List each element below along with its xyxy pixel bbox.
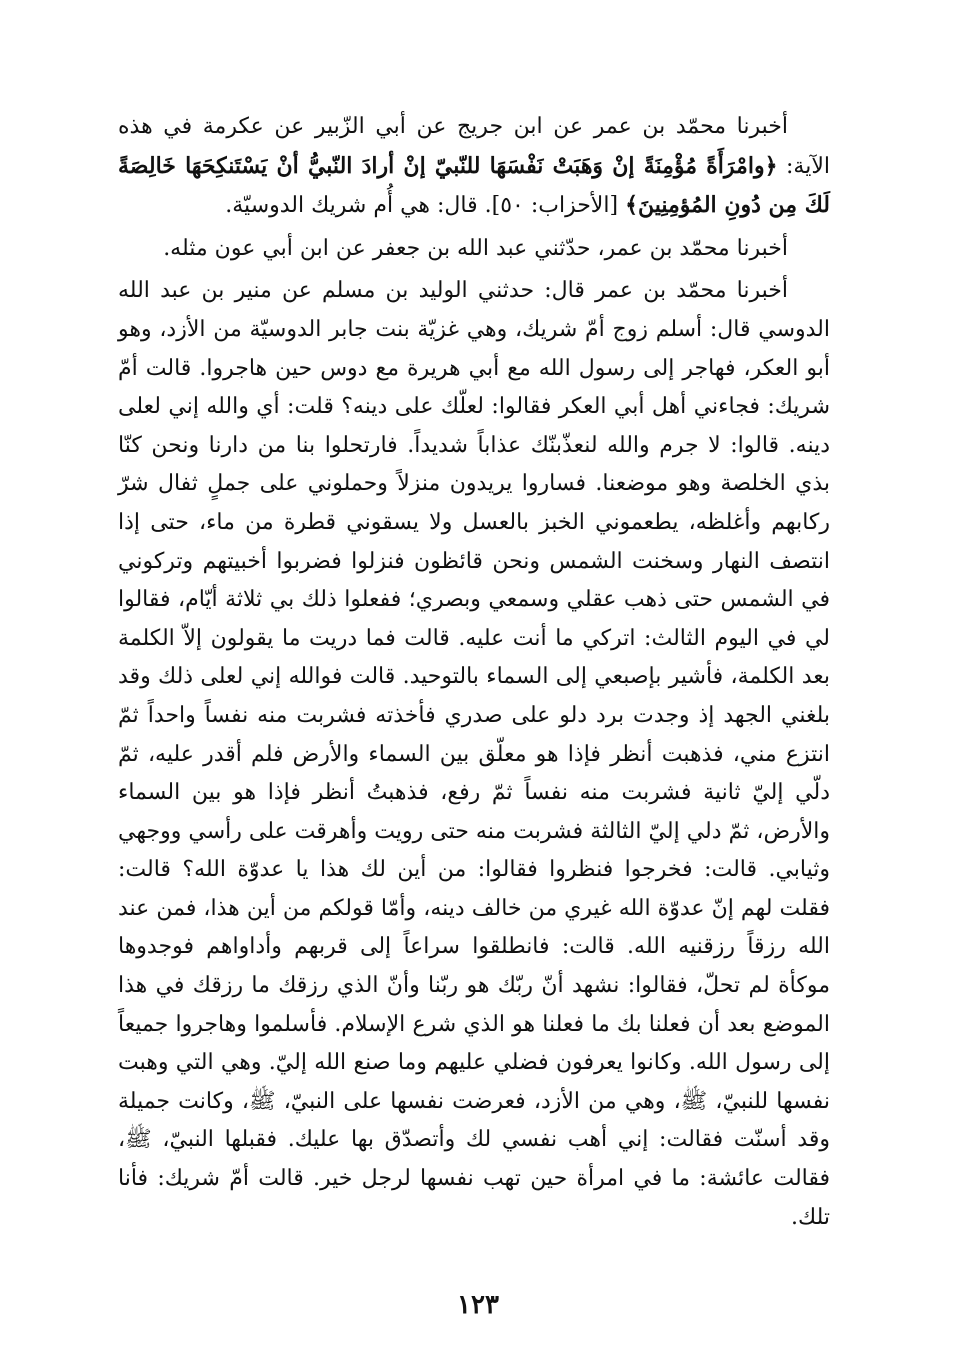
- verse-citation: [الأحزاب: ٥٠].: [484, 193, 619, 219]
- paragraph-verse-commentary: [118, 108, 830, 226]
- page-number: ١٢٣: [457, 1290, 499, 1320]
- paragraph-closing: قال: هي أُم شريك الدوسيّة.: [225, 193, 478, 219]
- paragraph-umm-sharik-story: أخبرنا محمّد بن عمر قال: حدثني الوليد بن مسلم عن منير بن عبد الله الدوسي قال: أسلم زوج أمّ شريك، وهي غزيّة بنت جابر الدوسيّة من الأزد، وهو أبو العكر، فهاجر إلى رسول الله مع أبي هريرة مع دوس حين هاجروا. قالت أمّ شريك: فجاءني أهل أبي العكر فقالوا: لعلّك على دينه؟ قلت: أي والله إني لعلى دينه. قالوا: لا جرم والله لنعذّبنّك عذاباً شديداً. فارتحلوا بنا من دارنا ونحن كنّا بذي الخلصة وهو موضعنا. فساروا يريدون منزلاً وحملوني على جملٍ ثفال شرّ ركابهم وأغلظه، يطعموني الخبز بالعسل ولا يسقوني قطرة من ماء، حتى إذا انتصف النهار وسخنت الشمس ونحن قائظون فنزلوا فضربوا أخبيتهم وتركوني في الشمس حتى ذهب عقلي وسمعي وبصري؛ ففعلوا ذلك بي ثلاثة أيّام، فقالوا لي في اليوم الثالث: اتركي ما أنت عليه. قالت فما دريت ما يقولون إلاّ الكلمة بعد الكلمة، فأشير بإصبعي إلى السماء بالتوحيد. قالت فوالله إني لعلى ذلك وقد بلغني الجهد إذ وجدت برد دلو على صدري فأخذته فشربت منه نفساً واحداً ثمّ انتزع مني، فذهبت أنظر فإذا هو معلّق بين السماء والأرض فلم أقدر عليه، ثمّ دلّي إليّ ثانية فشربت منه نفساً ثمّ رفع، فذهبتُ أنظر فإذا هو بين السماء والأرض، ثمّ دلي إليّ الثالثة فشربت منه حتى رويت وأهرقت على رأسي ووجهي وثيابي. قالت: فخرجوا فنظروا فقالوا: من أين لك هذا يا عدوّة الله؟ قالت: فقلت لهم إنّ عدوّة الله غيري من خالف دينه، وأمّا قولكم من أين هذا، فمن عند الله رزقاً رزقنيه الله. قالت: فانطلقوا سراعاً إلى قربهم وأداواهم فوجدوها موكأة لم تحلّ، فقالوا: نشهد أنّ ربّك هو ربّنا وأنّ الذي رزقك ما رزقك في هذا الموضع بعد أن فعلنا بك ما فعلنا هو الذي شرع الإسلام. فأسلموا وهاجروا جميعاً إلى رسول الله. وكانوا يعرفون فضلي عليهم وما صنع الله إليّ. وهي التي وهبت نفسها للنبيّ، ﷺ، وهي من الأزد، فعرضت نفسها على النبيّ، ﷺ، وكانت جميلة وقد أسنّت فقالت: إني أهب نفسي لك وأتصدّق بها عليك. فقبلها النبيّ، ﷺ، فقالت عائشة: ما في امرأة حين تهب نفسها لرجل خير. قالت أمّ شريك: فأنا تلك.: [118, 278, 830, 1230]
- quran-verse: ﴿وامْرَأَةً مُؤْمِنَةً إنْ وَهَبَتْ نَفْسَهَا للنّبيّ إنْ أرادَ النّبيُّ أنْ يَسْتَنكِحَهَا خَالِصَةً لَكَ مِن دُونِ المُؤمِنِينَ﴾: [118, 152, 830, 219]
- paragraph-second-narration: أخبرنا محمّد بن عمر، حدّثني عبد الله بن جعفر عن ابن أبي عون مثله.: [163, 235, 788, 261]
- paragraph-intro: أخبرنا محمّد بن عمر عن ابن جريج عن أبي الزّبير عن عكرمة في هذه الآية:: [118, 114, 830, 179]
- page-text-block: [118, 108, 830, 1237]
